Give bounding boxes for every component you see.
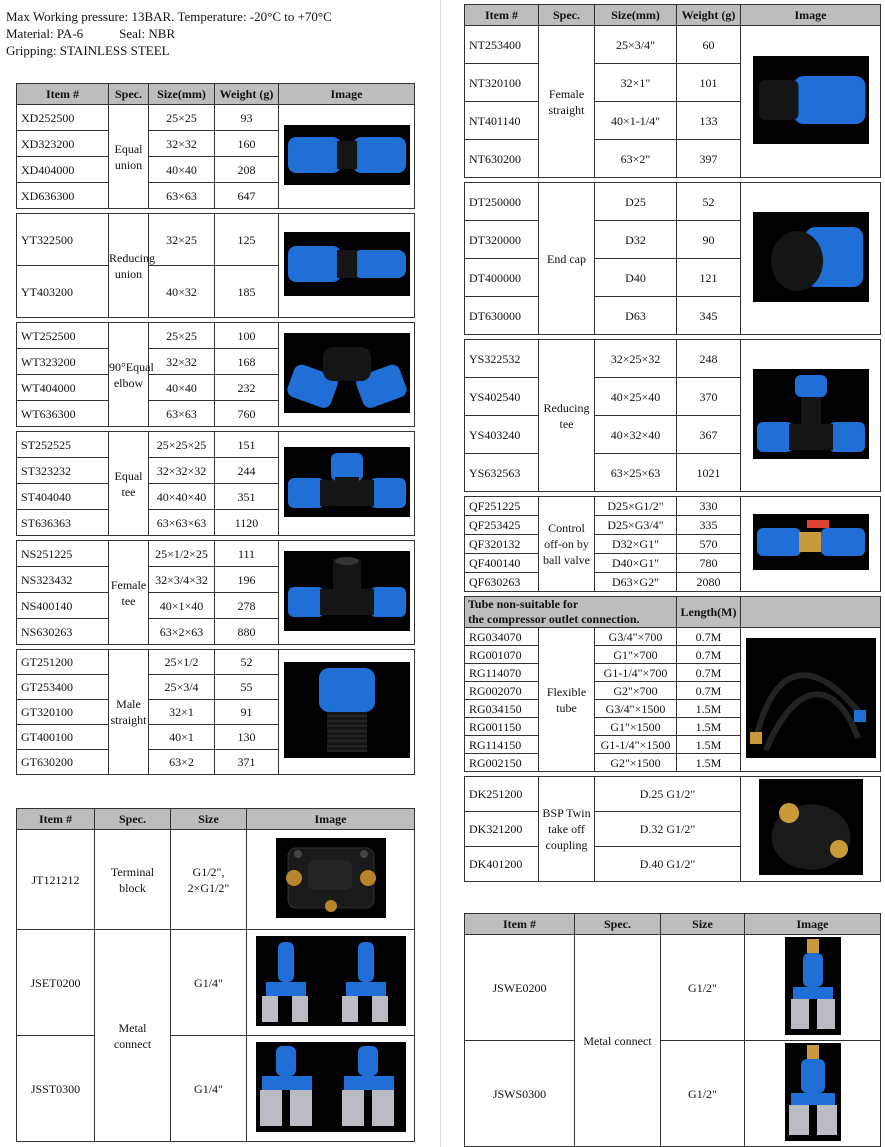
item-code: JSWS0300 [465,1041,575,1147]
item-code: JSST0300 [17,1036,95,1142]
item-code: XD323200 [17,131,109,157]
table-row [17,214,415,266]
size-cell: 32×25×32 [595,340,677,378]
tube-note-line2: the compressor outlet connection. [468,612,640,626]
page-divider [440,0,441,1147]
size-cell: D25×G3/4" [595,516,677,535]
weight-cell: 367 [677,416,741,454]
product-image-cell [741,26,881,178]
product-image-cell [279,541,415,645]
item-code: QF320132 [465,535,539,554]
item-code: NT320100 [465,64,539,102]
col-weight: Weight (g) [215,84,279,105]
size-cell: 32×32 [149,131,215,157]
size-cell: 40×40 [149,157,215,183]
size-cell: G1/4" [171,930,247,1036]
weight-cell: 335 [677,516,741,535]
size-cell: D63 [595,297,677,335]
item-code: RG002150 [465,754,539,772]
size-cell: D40 [595,259,677,297]
weight-cell: 196 [215,567,279,593]
metal-connect-image [785,1043,841,1141]
twin-coupling-image [759,779,863,875]
item-code: ST323232 [17,458,109,484]
size-cell: 25×1/2 [149,650,215,675]
size-cell: 40×1-1/4" [595,102,677,140]
item-code: DK401200 [465,847,539,882]
size-cell: D32×G1" [595,535,677,554]
size-cell: D.25 G1/2" [595,777,741,812]
size-cell: 32×1 [149,700,215,725]
item-code: WT323200 [17,349,109,375]
col-image: Image [745,914,881,935]
col-size: Size [661,914,745,935]
length-cell: 1.5M [677,754,741,772]
weight-cell: 1120 [215,510,279,536]
item-code: JSET0200 [17,930,95,1036]
table-row [17,650,415,675]
size-cell: 40×1×40 [149,593,215,619]
size-cell: 25×25 [149,323,215,349]
col-length: Length(M) [677,597,741,628]
spec-cell: Flexible tube [539,628,595,772]
col-item: Item # [17,809,95,830]
weight-cell: 371 [215,750,279,775]
item-code: RG001070 [465,646,539,664]
spec-cell: End cap [539,183,595,335]
weight-cell: 780 [677,554,741,573]
item-code: ST636363 [17,510,109,536]
col-image: Image [247,809,415,830]
weight-cell: 111 [215,541,279,567]
col-item: Item # [465,5,539,26]
item-code: QF251225 [465,497,539,516]
table-row [465,340,881,378]
weight-cell: 1021 [677,454,741,492]
left-fittings-table [16,83,415,775]
item-code: YS632563 [465,454,539,492]
weight-cell: 278 [215,593,279,619]
product-image-cell [279,214,415,318]
col-image: Image [279,84,415,105]
item-code: DK321200 [465,812,539,847]
spec-cell: Control off-on by ball valve [539,497,595,592]
table-row [17,323,415,349]
size-cell: D.32 G1/2" [595,812,741,847]
spec-cell: Metal connect [95,930,171,1142]
col-size: Size(mm) [149,84,215,105]
weight-cell: 168 [215,349,279,375]
table-row [465,183,881,221]
weight-cell: 55 [215,675,279,700]
item-code: JT121212 [17,830,95,930]
item-code: XD636300 [17,183,109,209]
item-code: RG114070 [465,664,539,682]
item-code: NS251225 [17,541,109,567]
weight-cell: 52 [677,183,741,221]
length-cell: 0.7M [677,682,741,700]
material-seal-text [6,25,332,42]
spec-cell: BSP Twin take off coupling [539,777,595,882]
item-code: NT630200 [465,140,539,178]
product-image-cell [741,628,881,772]
weight-cell: 185 [215,266,279,318]
item-code: RG034070 [465,628,539,646]
size-cell: 40×40×40 [149,484,215,510]
item-code: YS403240 [465,416,539,454]
metal-connect-image [256,936,406,1026]
table-row [465,497,881,516]
weight-cell: 208 [215,157,279,183]
item-code: DT320000 [465,221,539,259]
female-straight-image [753,56,869,144]
item-code: XD252500 [17,105,109,131]
col-item: Item # [465,914,575,935]
weight-cell: 133 [677,102,741,140]
size-cell: D25 [595,183,677,221]
weight-cell: 125 [215,214,279,266]
size-cell: G1"×700 [595,646,677,664]
product-image-cell [741,340,881,492]
item-code: WT252500 [17,323,109,349]
product-image-cell [745,1041,881,1147]
item-code: NS630263 [17,619,109,645]
size-cell: G1-1/4"×1500 [595,736,677,754]
weight-cell: 345 [677,297,741,335]
weight-cell: 370 [677,378,741,416]
product-image-cell [247,830,415,930]
weight-cell: 91 [215,700,279,725]
col-spec: Spec. [575,914,661,935]
spec-cell: Female straight [539,26,595,178]
item-code: NS400140 [17,593,109,619]
gripping-text: Gripping: STAINLESS STEEL [6,43,170,58]
length-cell: 0.7M [677,646,741,664]
item-code: DT400000 [465,259,539,297]
table-row [465,26,881,64]
weight-cell: 93 [215,105,279,131]
length-cell: 1.5M [677,736,741,754]
right-accessory-table [464,913,881,1147]
item-code: RG002070 [465,682,539,700]
table-row [465,1041,881,1147]
length-cell: 1.5M [677,700,741,718]
weight-cell: 100 [215,323,279,349]
weight-cell: 570 [677,535,741,554]
reducing-union-image [284,232,410,296]
tube-note [465,597,677,628]
item-code: ST252525 [17,432,109,458]
col-weight: Weight (g) [677,5,741,26]
table-row [465,935,881,1041]
metal-connect-image [256,1042,406,1132]
size-cell: 32×25 [149,214,215,266]
product-image-cell [279,650,415,775]
col-spec: Spec. [109,84,149,105]
item-code: DK251200 [465,777,539,812]
size-cell: 32×32×32 [149,458,215,484]
item-code: QF253425 [465,516,539,535]
item-code: YS402540 [465,378,539,416]
size-cell: G3/4"×1500 [595,700,677,718]
item-code: DT250000 [465,183,539,221]
seal-text: Seal: NBR [119,26,176,41]
col-size: Size [171,809,247,830]
table-row [17,1036,415,1142]
weight-cell: 397 [677,140,741,178]
weight-cell: 160 [215,131,279,157]
size-cell: 63×2×63 [149,619,215,645]
weight-cell: 2080 [677,573,741,592]
weight-cell: 130 [215,725,279,750]
size-cell: G2"×1500 [595,754,677,772]
size-cell: D63×G2" [595,573,677,592]
length-cell: 1.5M [677,718,741,736]
item-code: YT403200 [17,266,109,318]
weight-cell: 244 [215,458,279,484]
size-cell: 63×63×63 [149,510,215,536]
product-image-cell [279,432,415,536]
table-row [465,628,881,646]
col-image: Image [741,5,881,26]
weight-cell: 760 [215,401,279,427]
weight-cell: 101 [677,64,741,102]
item-code: JSWE0200 [465,935,575,1041]
col-item: Item # [17,84,109,105]
weight-cell: 232 [215,375,279,401]
product-image-cell [247,1036,415,1142]
spec-cell: Reducing tee [539,340,595,492]
elbow-image [284,333,410,413]
size-cell: G2"×700 [595,682,677,700]
size-cell: 63×63 [149,401,215,427]
material-text: Material: PA-6 [6,26,84,41]
product-image-cell [279,105,415,209]
size-cell: D32 [595,221,677,259]
size-cell: G1-1/4"×700 [595,664,677,682]
col-spec: Spec. [539,5,595,26]
item-code: ST404040 [17,484,109,510]
item-code: GT400100 [17,725,109,750]
spec-cell: Equal union [109,105,149,209]
size-cell: G1"×1500 [595,718,677,736]
weight-cell: 52 [215,650,279,675]
size-cell: 25×25×25 [149,432,215,458]
spec-cell: Reducing union [109,214,149,318]
size-cell: 63×2" [595,140,677,178]
size-cell: 63×63 [149,183,215,209]
size-cell: 40×1 [149,725,215,750]
col-spec: Spec. [95,809,171,830]
union-image [284,125,410,185]
item-code: YT322500 [17,214,109,266]
size-cell: 63×2 [149,750,215,775]
item-code: GT251200 [17,650,109,675]
length-cell: 0.7M [677,664,741,682]
item-code: YS322532 [465,340,539,378]
weight-cell: 647 [215,183,279,209]
item-code: NT401140 [465,102,539,140]
table-row [17,930,415,1036]
size-cell: 63×25×63 [595,454,677,492]
size-cell: 40×25×40 [595,378,677,416]
col-size: Size(mm) [595,5,677,26]
product-image-cell [741,497,881,592]
size-cell: D25×G1/2" [595,497,677,516]
size-cell: 40×32 [149,266,215,318]
weight-cell: 90 [677,221,741,259]
flexible-tube-image [746,638,876,758]
size-cell: 32×1" [595,64,677,102]
size-cell: 32×3/4×32 [149,567,215,593]
item-code: GT320100 [17,700,109,725]
item-code: RG034150 [465,700,539,718]
weight-cell: 880 [215,619,279,645]
pressure-text: Max Working pressure: 13BAR. Temperature: -20°C to +70°C [6,9,332,24]
item-code: NT253400 [465,26,539,64]
spec-cell: 90°Equal elbow [109,323,149,427]
table-row [17,105,415,131]
male-straight-image [284,662,410,758]
weight-cell: 248 [677,340,741,378]
size-cell: 40×32×40 [595,416,677,454]
female-tee-image [284,551,410,631]
product-image-cell [247,930,415,1036]
weight-cell: 121 [677,259,741,297]
size-cell: G3/4"×700 [595,628,677,646]
size-cell: 25×3/4" [595,26,677,64]
terminal-block-image [276,838,386,918]
tube-note-line1: Tube non-suitable for [468,597,579,611]
size-cell: G1/2", 2×G1/2" [171,830,247,930]
size-cell: D40×G1" [595,554,677,573]
size-cell: G1/4" [171,1036,247,1142]
product-image-cell [745,935,881,1041]
table-row [17,541,415,567]
size-cell: 32×32 [149,349,215,375]
table-row [465,777,881,812]
spec-header [6,8,332,59]
spec-cell: Terminal block [95,830,171,930]
table-row [17,830,415,930]
right-fittings-table [464,4,881,882]
product-image-cell [741,183,881,335]
item-code: RG114150 [465,736,539,754]
metal-connect-image [785,937,841,1035]
spec-cell: Equal tee [109,432,149,536]
item-code: QF400140 [465,554,539,573]
size-cell: D.40 G1/2" [595,847,741,882]
weight-cell: 151 [215,432,279,458]
reducing-tee-image [753,369,869,459]
size-cell: 25×25 [149,105,215,131]
col-image-blank [741,597,881,628]
spec-cell: Female tee [109,541,149,645]
item-code: DT630000 [465,297,539,335]
weight-cell: 60 [677,26,741,64]
item-code: NS323432 [17,567,109,593]
length-cell: 0.7M [677,628,741,646]
spec-cell: Male straight [109,650,149,775]
item-code: GT253400 [17,675,109,700]
spec-cell: Metal connect [575,935,661,1147]
item-code: WT404000 [17,375,109,401]
product-image-cell [279,323,415,427]
size-cell: 40×40 [149,375,215,401]
item-code: XD404000 [17,157,109,183]
item-code: WT636300 [17,401,109,427]
tube-header-row [465,597,881,628]
item-code: RG001150 [465,718,539,736]
size-cell: G1/2" [661,935,745,1041]
weight-cell: 330 [677,497,741,516]
item-code: GT630200 [17,750,109,775]
end-cap-image [753,212,869,302]
size-cell: G1/2" [661,1041,745,1147]
tee-image [284,447,410,517]
item-code: QF630263 [465,573,539,592]
ball-valve-image [753,514,869,570]
size-cell: 25×3/4 [149,675,215,700]
product-image-cell [741,777,881,882]
size-cell: 25×1/2×25 [149,541,215,567]
weight-cell: 351 [215,484,279,510]
table-row [17,432,415,458]
left-accessory-table [16,808,415,1142]
